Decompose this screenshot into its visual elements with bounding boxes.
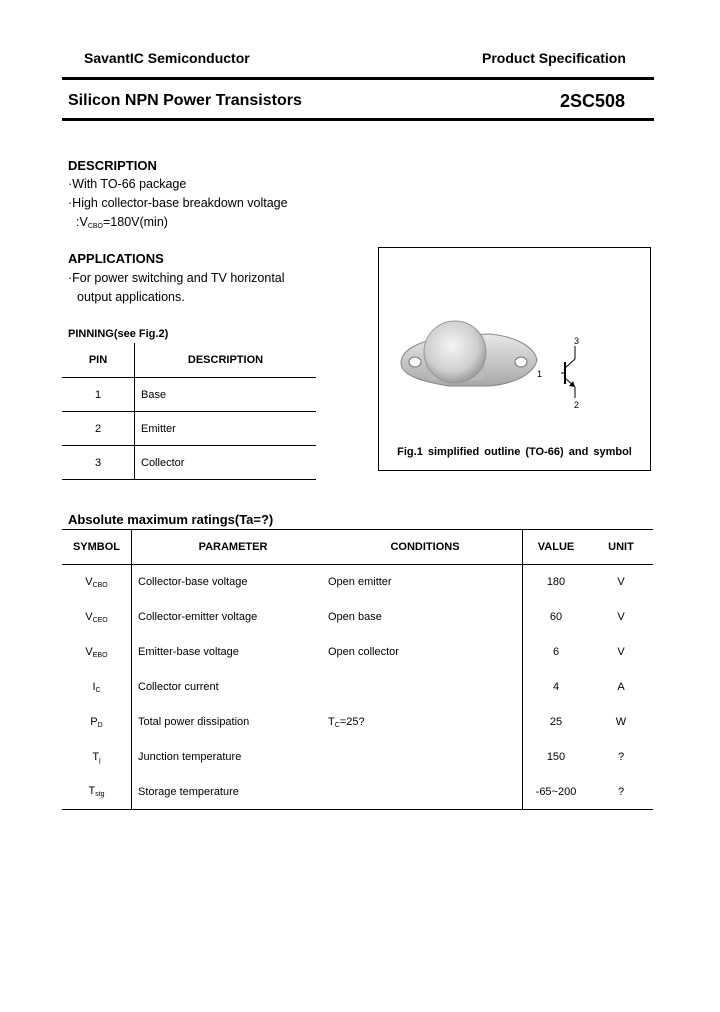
conditions-column-header: CONDITIONS <box>390 541 460 553</box>
rating-symbol: $I_C$ <box>62 670 132 705</box>
rating-symbol: $V_{CEO}$ <box>62 600 132 635</box>
pin-column-header: PIN <box>62 343 135 378</box>
part-number: 2SC508 <box>560 91 626 111</box>
rating-value: 4 <box>523 670 590 705</box>
rating-unit: W <box>615 716 627 728</box>
table-row <box>62 670 653 705</box>
rating-unit: V <box>617 646 625 658</box>
figure-caption: Fig.1 simplified outline (TO-66) and symbol <box>397 446 632 458</box>
symbol-label-emitter: 2 <box>574 400 580 410</box>
rating-parameter: Collector-emitter voltage <box>138 611 258 623</box>
rating-value: 60 <box>523 600 590 635</box>
table-row <box>62 412 316 446</box>
pin-number: 3 <box>62 446 135 480</box>
pin-number: 1 <box>62 378 135 412</box>
company-name: SavantIC Semiconductor <box>84 50 250 66</box>
pinning-table <box>62 343 316 480</box>
symbol-label-collector: 3 <box>574 336 580 346</box>
unit-column-header: UNIT <box>608 541 634 553</box>
parameter-column-header: PARAMETER <box>198 541 268 553</box>
rating-condition: Open emitter <box>328 576 392 589</box>
rating-symbol: $P_D$ <box>62 705 132 740</box>
rating-unit: V <box>617 611 625 623</box>
description-line-3: $:V_{CBO}=180V(\min)$ <box>76 215 168 230</box>
rating-symbol: $V_{EBO}$ <box>62 635 132 670</box>
pinning-heading: PINNING(see Fig.2) <box>68 328 169 340</box>
rating-condition <box>328 740 523 775</box>
applications-heading: APPLICATIONS <box>68 251 164 266</box>
rating-value: -65~200 <box>523 775 590 810</box>
pin-description: Base <box>141 388 167 401</box>
description-line-2: ·High collector-base breakdown voltage <box>68 196 288 210</box>
symbol-column-header: SYMBOL <box>62 530 132 565</box>
ratings-header-row <box>62 530 653 565</box>
table-row <box>62 635 653 670</box>
rating-parameter: Storage temperature <box>138 785 239 798</box>
rating-unit: V <box>617 576 625 589</box>
rating-unit: A <box>617 681 625 693</box>
pin-number: 2 <box>62 412 135 446</box>
header-rule-bottom <box>62 118 654 121</box>
table-row <box>62 565 653 600</box>
pinning-header-row <box>62 343 316 378</box>
rating-symbol: $V_{CBO}$ <box>62 565 132 600</box>
package-can-top <box>424 321 486 383</box>
pin-description: Emitter <box>141 422 176 435</box>
document-title: Silicon NPN Power Transistors <box>68 92 302 109</box>
ratings-heading: Absolute maximum ratings(Ta=?) <box>68 512 274 527</box>
table-row <box>62 740 653 775</box>
rating-condition <box>328 775 523 810</box>
rating-value: 25 <box>523 705 590 740</box>
rating-unit: ? <box>617 751 625 763</box>
rating-condition: Open base <box>328 611 382 623</box>
collector-line <box>565 359 575 368</box>
rating-condition <box>328 670 523 705</box>
table-row <box>62 600 653 635</box>
rating-value: 6 <box>523 635 590 670</box>
to66-package-illustration <box>379 248 650 438</box>
rating-parameter: Total power dissipation <box>138 716 250 728</box>
rating-symbol: $T_{stg}$ <box>62 775 132 810</box>
ratings-table <box>62 529 653 810</box>
mounting-hole-left <box>409 357 421 367</box>
applications-line-2: output applications. <box>77 290 185 304</box>
value-column-header: VALUE <box>523 530 590 565</box>
figure-box <box>378 247 651 471</box>
applications-line-1: ·For power switching and TV horizontal <box>68 271 285 285</box>
pin-description-column-header: DESCRIPTION <box>187 354 264 366</box>
rating-value: 150 <box>523 740 590 775</box>
rating-unit: ? <box>617 785 625 798</box>
rating-value: 180 <box>523 565 590 600</box>
table-row <box>62 378 316 412</box>
rating-parameter: Junction temperature <box>138 751 242 763</box>
description-heading: DESCRIPTION <box>68 158 157 173</box>
table-row <box>62 705 653 740</box>
table-row <box>62 775 653 810</box>
rating-parameter: Collector-base voltage <box>138 576 248 589</box>
rating-parameter: Collector current <box>138 681 219 693</box>
rating-parameter: Emitter-base voltage <box>138 646 239 658</box>
rating-condition: $T_C=25$? <box>328 715 365 729</box>
description-line-1: ·With TO-66 package <box>68 177 187 191</box>
spec-label: Product Specification <box>482 50 626 66</box>
symbol-label-base: 1 <box>537 369 543 379</box>
rating-symbol: $T_j$ <box>62 740 132 775</box>
mounting-hole-right <box>515 357 527 367</box>
table-row <box>62 446 316 480</box>
rating-condition: Open collector <box>328 646 399 658</box>
header-rule-top <box>62 77 654 80</box>
pin-description: Collector <box>141 456 185 469</box>
